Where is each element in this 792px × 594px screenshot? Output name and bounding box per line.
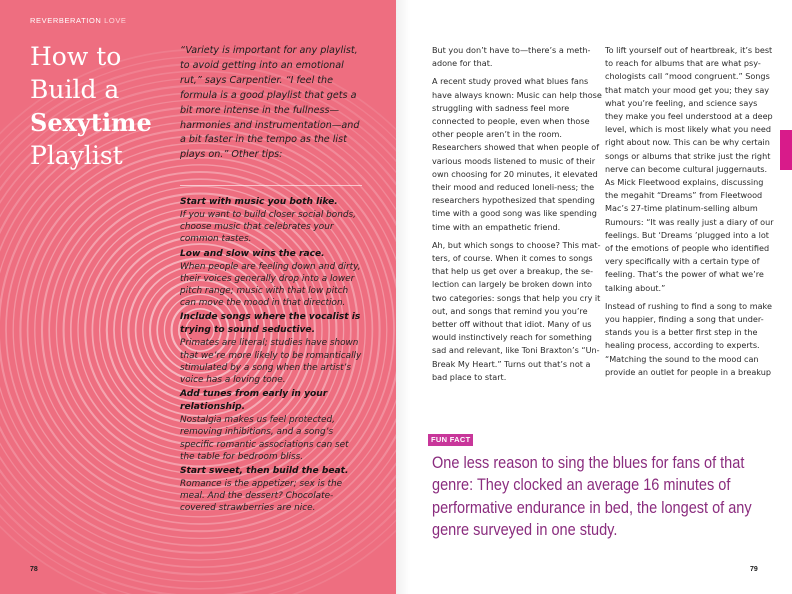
fun-fact-text: One less reason to sing the blues for fans of that genre: They clocked an average 16 minutes of performative endurance in bed, the longest of any genre surveyed in one study. [432, 454, 752, 539]
paragraph: Instead of rushing to find a song to make you happier, finding a song that under-stands you is a better first step in the healing process, according to experts. “Matching the sound to the mood can provide an outlet for people in a breakup [605, 300, 772, 377]
tips-list [180, 196, 364, 517]
fun-fact-badge: FUN FACT [428, 434, 473, 446]
section-tab-marker [780, 130, 792, 170]
title-line: Build a [30, 75, 120, 104]
tip-heading: Start with music you both like. [180, 197, 338, 207]
tip-heading: Add tunes from early in your relationship. [180, 389, 328, 413]
tip-text: Primates are literal; studies have shown that we’re more likely to be romantically stimulated by a song when the artist’s voice has a loving tone. [180, 338, 362, 386]
gutter-shadow [396, 0, 410, 594]
tip-text: Nostalgia makes us feel protected, removing inhibitions, and a song’s specific romantic associations can set the table for bedroom bliss. [180, 415, 349, 462]
title-line: Playlist [30, 141, 123, 170]
tip-text: Romance is the appetizer; sex is the meal. And the dessert? Chocolate-covered strawberries are nice. [180, 479, 343, 514]
paragraph: To lift yourself out of heartbreak, it’s best to reach for albums that are what psy-chologists call “mood congruent.” Songs that match your mood get you; they say what you’re feeling, and science says they make you feel understood at a deep level, which is most likely what you need right about now. This can be why certain songs or albums that strike just the right nerve can become cultural juggernauts. As Mick Fleetwood explains, discussing the megahit “Dreams” from Fleetwood Mac’s 27-time platinum-selling album Rumours: “It was really just a diary of our feelings. But ‘Dreams ’plugged into a lot of the emotions of people who identified very specifically with a certain type of feeling. That’s the power of what we’re talking about.” [605, 45, 774, 293]
title-line-bold: Sexytime [30, 108, 152, 137]
tip-heading: Include songs where the vocalist is trying to sound seductive. [180, 312, 361, 336]
tip-heading: Low and slow wins the race. [180, 248, 325, 259]
tip-text: If you want to build closer social bonds, choose music that celebrates your common tastes. [180, 210, 356, 245]
section-header [30, 16, 127, 25]
paragraph: Ah, but which songs to choose? This mat-ters, of course. When it comes to songs that help us get over a breakup, the se-lection can largely be broken down into two categories: songs that help you cry it out, and songs that remind you you’re better off without that idiot. Many of us would instinctively reach for something sad and relevant, like Toni Braxton’s “Un-Break My Heart.” Turns out that’s not a bad place to start. [432, 239, 601, 382]
divider [180, 185, 362, 186]
tip-text: When people are feeling down and dirty, their voices generally drop into a lower pitch range; music with that low pitch can move the mood in that direction. [180, 261, 361, 309]
tip-heading: Start sweet, then build the beat. [180, 466, 349, 477]
title-line: How to [30, 42, 122, 71]
page-number-right: 79 [750, 566, 758, 573]
tip-item [180, 311, 364, 386]
section-label: REVERBERATION [30, 16, 102, 25]
tip-item [180, 388, 364, 463]
page-title [30, 40, 180, 172]
tip-item [180, 248, 364, 310]
paragraph: But you don’t have to—there’s a meth-adone for that. [432, 45, 591, 69]
subsection-label: LOVE [104, 16, 127, 25]
intro-quote: “Variety is important for any playlist, to avoid getting into an emotional rut,” says Carpentier. “I feel the formula is a good playlist that gets a bit more intense in the fullness—harmonies and instrumentation—and a bit faster in the tempo as the list plays on.” Other tips: [180, 45, 360, 161]
body-column-1 [432, 44, 602, 389]
page-number-left: 78 [30, 566, 38, 573]
tip-item [180, 196, 364, 246]
paragraph: A recent study proved what blues fans have always known: Music can help those struggling with sadness feel more connected to people, even when those other people aren’t in the room. Researchers showed that when people of various moods listened to music of their own choosing for 20 minutes, it elevated their mood and reduced loneli-ness; the researchers hypothesized that spending time with a good song was like spending time with an empathetic friend. [432, 76, 602, 232]
tip-item [180, 465, 364, 515]
body-column-2 [605, 44, 775, 384]
